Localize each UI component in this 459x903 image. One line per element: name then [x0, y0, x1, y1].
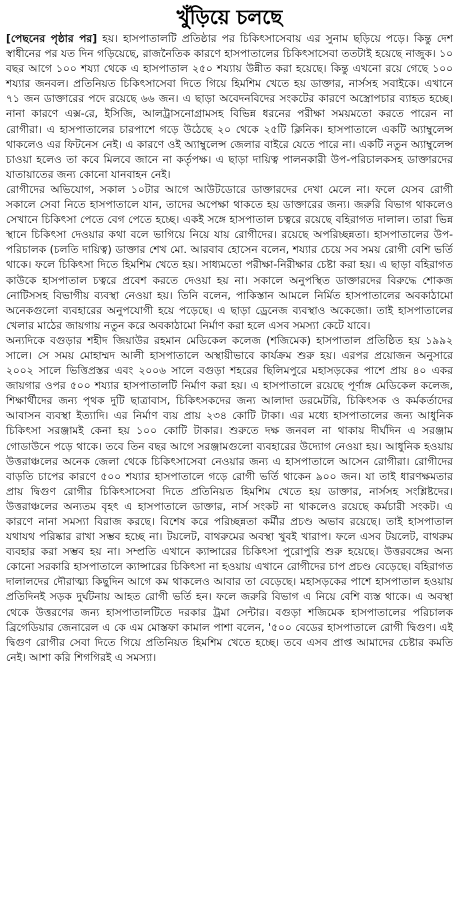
paragraph-text: হয়। হাসপাতালটি প্রতিষ্ঠার পর চিকিৎসাসেবায় এর সুনাম ছড়িয়ে পড়ে। কিন্তু দেশ স্বাধীনের পর যত দিন গড়িয়েছে, রাজনৈতিক কারণে হাসপাতালের চিকিৎসাসেবা ততটাই হয়েছে নাজুক। ১০ বছর আগে ১০০ শয্যা থেকে এ হাসপাতাল ২৫০ শয্যায় উন্নীত করা হয়েছে। কিন্তু এখনো রয়ে গেছে ১০০ শয্যার জনবল। প্রতিনিয়ত চিকিৎসাসেবা দিতে গিয়ে হিমশিম খেতে হয় ডাক্তার, নার্সসহ সবাইকে। এখানে ৭১ জন ডাক্তারের পদে রয়েছে ৬৬ জন। এ ছাড়া অবেদনবিদের সংকটের কারণে অস্ত্রোপচার ব্যাহত হচ্ছে। নানা কারণে এক্স-রে, ইসিজি, আলট্রাসনোগ্রামসহ বিভিন্ন ধরনের পরীক্ষা সময়মতো করতে পারেন না রোগীরা। এ হাসপাতালের চারপাশে গড়ে উঠেছে ২০ থেকে ২৫টি ক্লিনিক। হাসপাতালে একটি অ্যাম্বুলেন্স থাকলেও এর ফিটনেস নেই। এ কারণে ওই অ্যাম্বুলেন্স জেলার বাইরে যেতে পারে না। একটি নতুন অ্যাম্বুলেন্স চাওয়া হলেও তা কবে মিলবে জানে না কর্তৃপক্ষ। এ ছাড়া দায়িত্ব পালনকারী উপ-পরিচালকসহ ডাক্তারদের যাতায়াতের জন্য কোনো যানবাহন নেই। [6, 33, 453, 181]
paragraph-text: রোগীদের অভিযোগ, সকাল ১০টার আগে আউটডোরে ডাক্তারদের দেখা মেলে না। ফলে যেসব রোগী সকালে সেবা নিতে হাসপাতালে যান, তাদের অপেক্ষা থাকতে হয় ডাক্তারের জন্য। জরুরি বিভাগ থাকলেও সেখানে চিকিৎসা পেতে বেগ পেতে হচ্ছে। একই সঙ্গে হাসপাতাল চত্বরে রয়েছে বহিরাগত দালাল। তারা ভিন্ন স্থানে চিকিৎসা দেওয়ার কথা বলে ভাগিয়ে নিয়ে যায় রোগীদের। রয়েছে অপরিচ্ছন্নতা। হাসপাতালের উপ-পরিচালক (চলতি দায়িত্ব) ডাক্তার শেখ মো. আরবাব হোসেন বলেন, শয্যার চেয়ে সব সময় রোগী বেশি ভর্তি থাকে। ফলে চিকিৎসা দিতে হিমশিম খেতে হয়। সাধ্যমতো পরীক্ষা-নিরীক্ষার চেষ্টা করা হয়। এ ছাড়া বহিরাগত কাউকে হাসপাতাল চত্বরে প্রবেশ করতে দেওয়া হয় না। সকালে অনুপস্থিত ডাক্তারদের বিরুদ্ধে শোকজ নোটিসসহ বিভাগীয় ব্যবস্থা নেওয়া হয়। তিনি বলেন, পাকিস্তান আমলে নির্মিত হাসপাতালের অবকাঠামো অনেকগুলো ব্যবহারের অনুপযোগী হয়ে পড়েছে। এ ছাড়া ড্রেনেজ ব্যবস্থাও অকেজো। তাই হাসপাতালের খেলার মাঠের জায়গায় নতুন করে অবকাঠামো নির্মাণ করা হলে এসব সমস্যা কেটে যাবে। [6, 183, 453, 332]
article-body [6, 32, 453, 666]
continued-from-label: [পেছনের পৃষ্ঠার পর] [6, 33, 98, 45]
article-paragraph-3 [6, 334, 453, 666]
article-paragraph-1 [6, 32, 453, 183]
paragraph-text: অন্যদিকে বগুড়ার শহীদ জিয়াউর রহমান মেডিকেল কলেজ (শজিমেক) হাসপাতাল প্রতিষ্ঠিত হয় ১৯৯২ সালে। সে সময় মোহাম্মদ আলী হাসপাতালে অস্থায়ীভাবে কার্যক্রম শুরু হয়। এরপর প্রয়োজন অনুসারে ২০০২ সালে ভিত্তিপ্রস্তর এবং ২০০৬ সালে বগুড়া শহরের ছিলিমপুরে মহাসড়কের পাশে প্রায় ৪০ একর জায়গার ওপর ৫০০ শয্যার হাসপাতালটি নির্মাণ করা হয়। এ হাসপাতালে রয়েছে পূর্ণাঙ্গ মেডিকেল কলেজ, শিক্ষার্থীদের জন্য পৃথক দুটি ছাত্রাবাস, চিকিৎসকদের জন্য আলাদা ডরমেটরি, চিকিৎসক ও কর্মকর্তাদের আবাসন ব্যবস্থা ইত্যাদি। এর নির্মাণ ব্যয় প্রায় ২৩৪ কোটি টাকা। এর মধ্যে হাসপাতালের জন্য আধুনিক চিকিৎসা সরঞ্জামই কেনা হয় ১০০ কোটি টাকার। শুরুতে দক্ষ জনবল না থাকায় দীর্ঘদিন এ সরঞ্জাম গোডাউনে পড়ে থাকে। তবে তিন বছর আগে সরঞ্জামগুলো ব্যবহারের উদ্যোগ নেওয়া হয়। আধুনিক হওয়ায় উত্তরাঞ্চলের অনেক জেলা থেকে চিকিৎসাসেবা নেওয়ার জন্য এ হাসপাতালে আসেন রোগীরা। রোগীদের বাড়তি চাপের কারণে ৫০০ শয্যার হাসপাতালে গড়ে রোগী ভর্তি থাকেন ৯০০ জন। যা তাই ধারণক্ষমতার প্রায় দ্বিগুণ রোগীর চিকিৎসাসেবা দিতে প্রতিনিয়ত হিমশিম খেতে হয় ডাক্তার, নার্সসহ সংশ্লিষ্টদের। উত্তরাঞ্চলের অন্যতম বৃহৎ এ হাসপাতালে ডাক্তার, নার্স সংকট না থাকলেও রয়েছে কর্মচারী সংকট। এ কারণে নানা সমস্যা বিরাজ করছে। বিশেষ করে পরিচ্ছন্নতা কর্মীর প্রচণ্ড অভাব রয়েছে। তাই হাসপাতাল যথাযথ পরিষ্কার রাখা সম্ভব হচ্ছে না। টয়লেট, বাথরুমের অবস্থা খুবই খারাপ। ফলে এসব টয়লেট, বাথরুম ব্যবহার করা সম্ভব হয় না। সম্প্রতি এখানে ক্যান্সারের চিকিৎসা পুরোপুরি শুরু হয়েছে। উত্তরবঙ্গের অন্য কোনো সরকারি হাসপাতালে ক্যান্সারের চিকিৎসা না হওয়ায় এখানে রোগীদের চাপ প্রচণ্ড বেড়েছে। বহিরাগত দালালদের দৌরাত্ম্য কিছুদিন আগে কম থাকলেও আবার তা বেড়েছে। মহাসড়কের পাশে হাসপাতাল হওয়ায় প্রতিদিনই সড়ক দুর্ঘটনায় আহত রোগী ভর্তি হন। ফলে জরুরি বিভাগ এ নিয়ে বেশি ব্যস্ত থাকে। এ অবস্থা থেকে উত্তরণের জন্য হাসপাতালটিতে দরকার ট্রমা সেন্টার। বগুড়া শজিমেক হাসপাতালের পরিচালক ব্রিগেডিয়ার জেনারেল এ কে এম মোস্তফা কামাল পাশা বলেন, '৫০০ বেডের হাসপাতালে রোগী দ্বিগুণ। এই দ্বিগুণ রোগীর সেবা দিতে গিয়ে প্রতিনিয়ত হিমশিম খেতে হচ্ছে। তবে এসব প্রাপ্ত আমাদের চেষ্টার কমতি নেই। আশা করি শিগগিরই এ সমস্যা। [6, 334, 453, 664]
article-headline: খুঁড়িয়ে চলছে [176, 5, 283, 29]
article-paragraph-2 [6, 183, 453, 334]
